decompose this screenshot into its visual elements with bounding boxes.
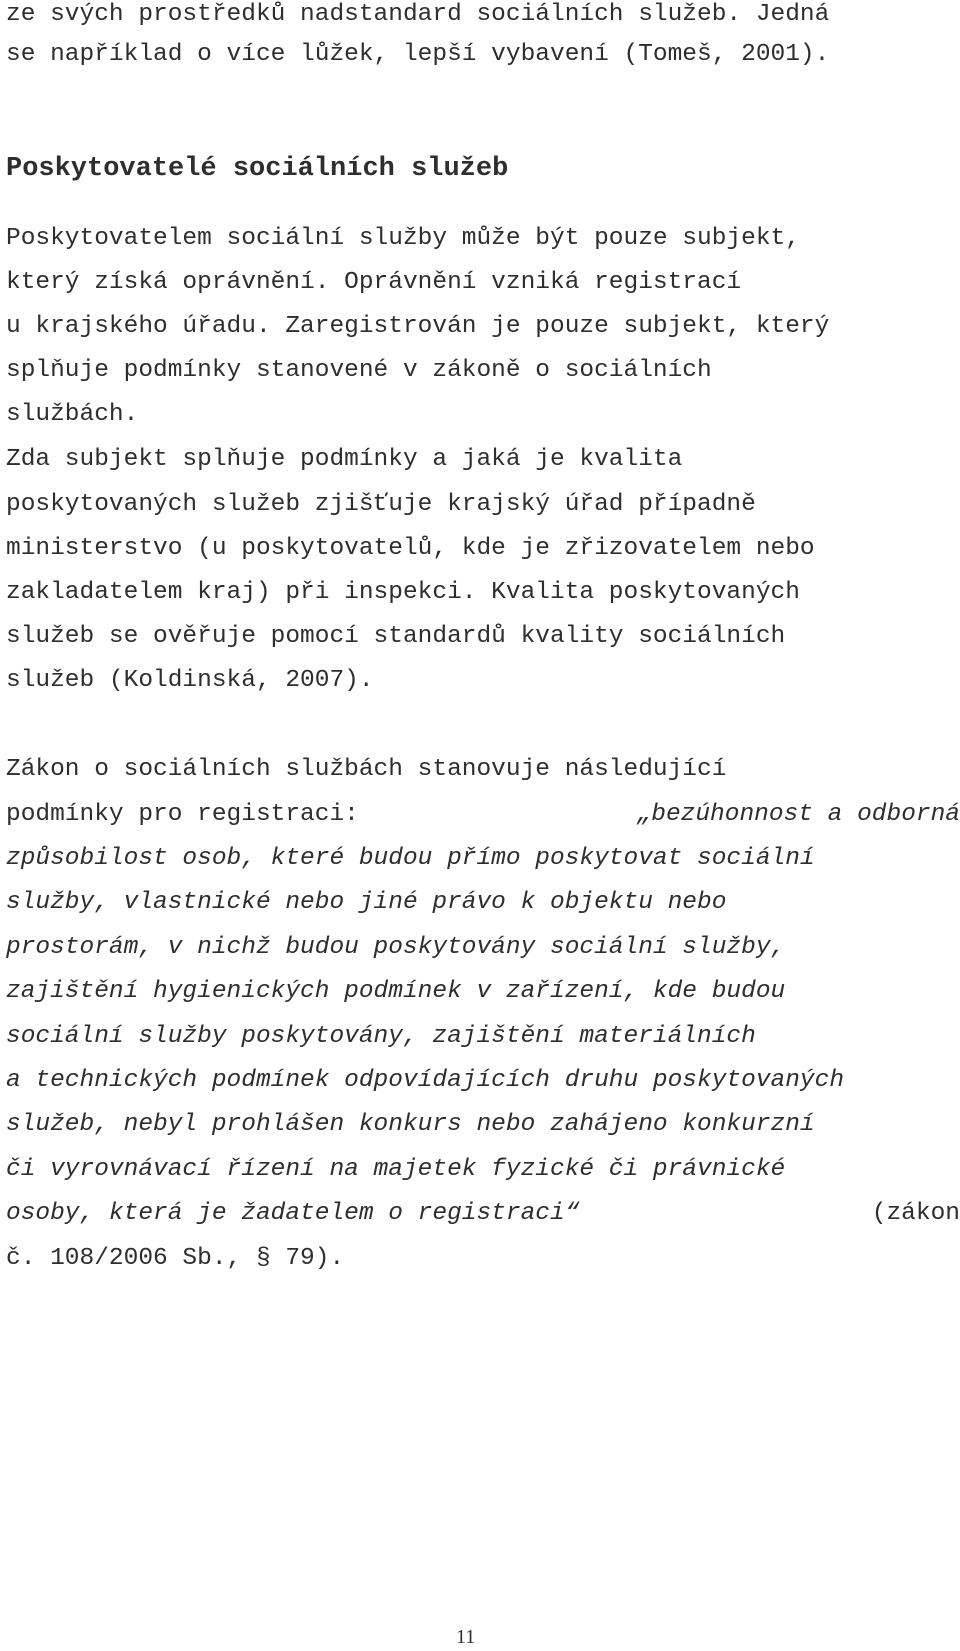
- paragraph-3-line-8: a technických podmínek odpovídajících druhu poskytovaných: [6, 1067, 845, 1094]
- paragraph-3-line-6: zajištění hygienických podmínek v zařízení, kde budou: [6, 978, 786, 1005]
- paragraph-3-line-10: či vyrovnávací řízení na majetek fyzické či právnické: [6, 1156, 786, 1183]
- quoted-law-end: osoby, která je žadatelem o registraci“: [6, 1200, 580, 1227]
- law-reference-start: (zákon: [871, 1200, 960, 1227]
- paragraph-2-line-1: Zda subjekt splňuje podmínky a jaká je kvalita: [6, 446, 683, 473]
- paragraph-2-line-5: služeb se ověřuje pomocí standardů kvality sociálních: [6, 623, 786, 650]
- intro-line-2: se například o více lůžek, lepší vybavení (Tomeš, 2001).: [6, 41, 830, 68]
- section-heading: Poskytovatelé sociálních služeb: [6, 154, 509, 184]
- paragraph-3-line-2: [6, 800, 960, 830]
- intro-line-1: ze svých prostředků nadstandard sociálních služeb. Jedná: [6, 1, 830, 28]
- paragraph-1-line-5: službách.: [6, 401, 139, 428]
- paragraph-3-line-3: způsobilost osob, které budou přímo poskytovat sociální: [6, 845, 815, 872]
- paragraph-1-line-1: Poskytovatelem sociální služby může být pouze subjekt,: [6, 225, 800, 252]
- paragraph-2-line-4: zakladatelem kraj) při inspekci. Kvalita poskytovaných: [6, 579, 800, 606]
- paragraph-3-line-7: sociální služby poskytovány, zajištění materiálních: [6, 1023, 756, 1050]
- paragraph-2-line-3: ministerstvo (u poskytovatelů, kde je zřizovatelem nebo: [6, 535, 815, 562]
- paragraph-2-line-6: služeb (Koldinská, 2007).: [6, 667, 374, 694]
- paragraph-3-line-9: služeb, nebyl prohlášen konkurs nebo zahájeno konkurzní: [6, 1111, 815, 1138]
- page-number: 11: [456, 1626, 476, 1648]
- paragraph-3-line-12: č. 108/2006 Sb., § 79).: [6, 1245, 345, 1272]
- paragraph-1-line-2: který získá oprávnění. Oprávnění vzniká registrací: [6, 269, 742, 296]
- paragraph-3-line-5: prostorám, v nichž budou poskytovány sociální služby,: [6, 934, 786, 961]
- paragraph-1-line-3: u krajského úřadu. Zaregistrován je pouze subjekt, který: [6, 313, 830, 340]
- paragraph-1-line-4: splňuje podmínky stanovené v zákoně o sociálních: [6, 357, 712, 384]
- quoted-law-start: „bezúhonnost a odborná: [636, 801, 960, 828]
- paragraph-3-line-11: [6, 1199, 960, 1229]
- paragraph-2-line-2: poskytovaných služeb zjišťuje krajský úřad případně: [6, 491, 756, 518]
- registration-intro-text: podmínky pro registraci:: [6, 801, 359, 828]
- paragraph-3-line-4: služby, vlastnické nebo jiné právo k objektu nebo: [6, 889, 727, 916]
- paragraph-3-line-1: Zákon o sociálních službách stanovuje následující: [6, 756, 727, 783]
